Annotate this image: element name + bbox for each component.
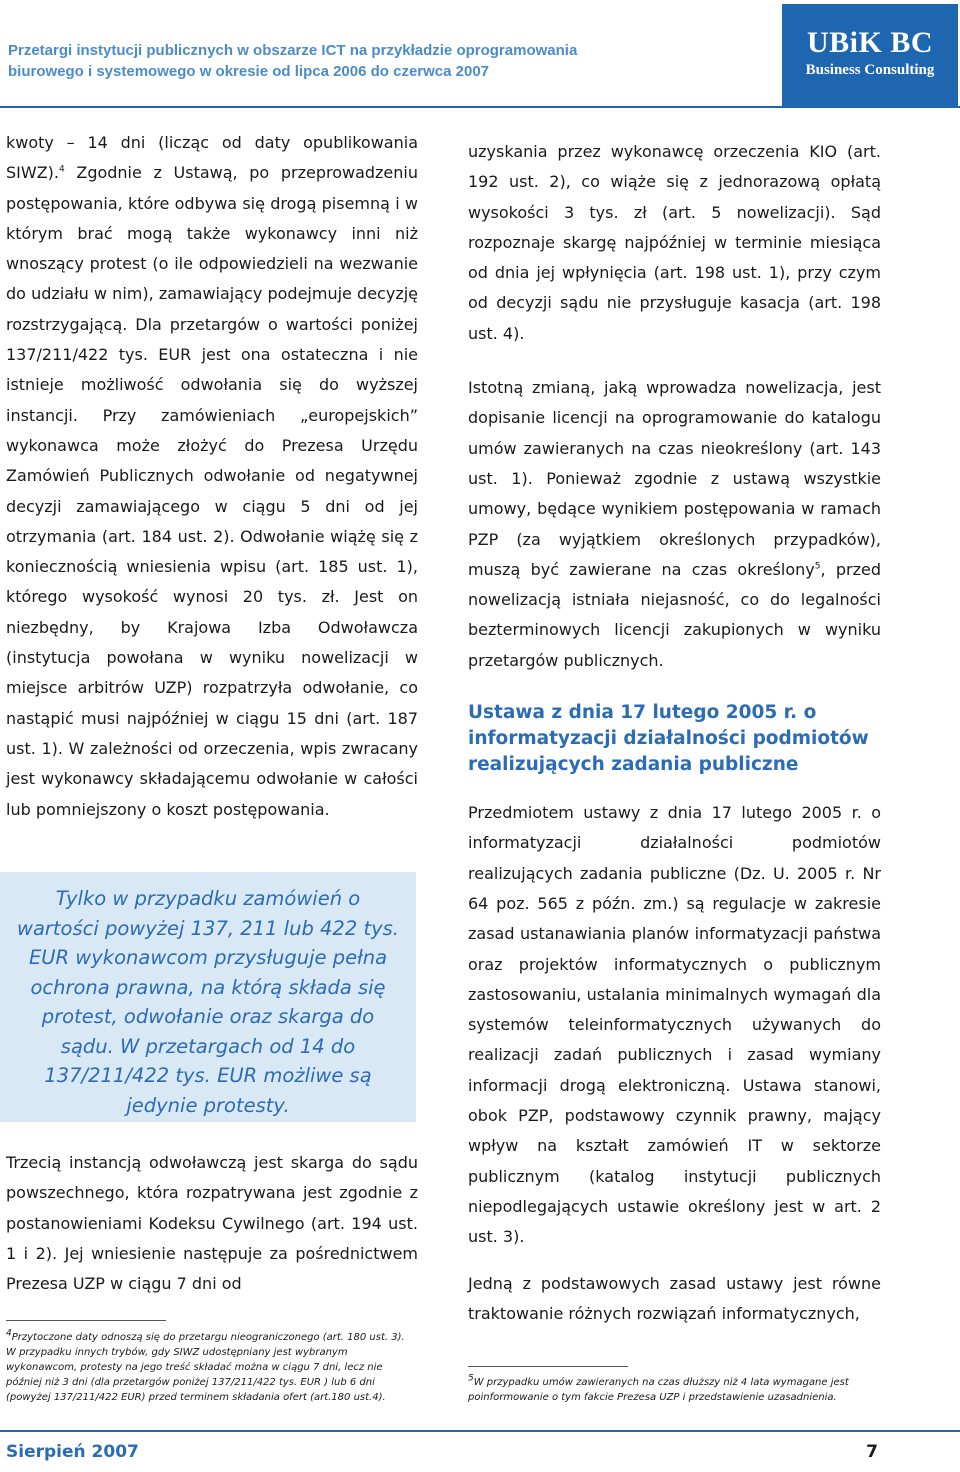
footnote-divider-right: [468, 1366, 628, 1367]
left-paragraph-1: [6, 128, 418, 825]
footnote-ref-5: 5: [814, 561, 821, 572]
right-paragraph-3: Przedmiotem ustawy z dnia 17 lutego 2005 r. o informatyzacji działalności podmiotów realizujących zadania publiczne (Dz. U. 2005 r. Nr 64 poz. 565 z późn. zm.) są regulacje w zakresie zasad ustanawiania planów informatyzacji państwa oraz projektów informatycznych o publicznym zastosowaniu, ustalania minimalnych wymagań dla systemów teleinformatycznych używanych do realizacji zadań publicznych i zasad wymiany informacji drogą elektroniczną. Ustawa stanowi, obok PZP, podstawowy czynnik prawny, mający wpływ na kształt zamówień IT w sektorze publicznym (katalog instytucji publicznych niepodlegających ustawie określony jest w art. 2 ust. 3).: [468, 803, 881, 1247]
section-heading: Ustawa z dnia 17 lutego 2005 r. o informatyzacji działalności podmiotów realizujących zadania publiczne: [468, 702, 869, 776]
callout-box: [0, 872, 416, 1122]
logo-tagline: Business Consulting: [805, 62, 935, 78]
right-paragraph-1: uzyskania przez wykonawcę orzeczenia KIO (art. 192 ust. 2), co wiąże się z jednorazową opłatą wysokości 3 tys. zł (art. 5 nowelizacji). Sąd rozpoznaje skargę najpóźniej w terminie miesiąca od dnia jej wpłynięcia (art. 198 ust. 1), przy czym od decyzji sądu nie przysługuje kasacja (art. 198 ust. 4).: [468, 142, 881, 343]
footnote-5-text: W przypadku umów zawieranych na czas dłuższy niż 4 lata wymagane jest poinformowanie o tym fakcie Prezesa UZP i przedstawienie uzasadnienia.: [468, 1377, 849, 1403]
footer-date: Sierpień 2007: [6, 1442, 139, 1462]
company-logo: [782, 4, 958, 106]
header-divider: [0, 106, 960, 108]
right-paragraph-2-start: Istotną zmianą, jaką wprowadza nowelizacja, jest dopisanie licencji na oprogramowanie do katalogu umów zawieranych na czas nieokreślony (art. 143 ust. 1). Ponieważ zgodnie z ustawą wszystkie umowy, będące wynikiem postępowania w ramach PZP (za wyjątkiem określonych przypadków), muszą być zawierane na czas określony: [468, 378, 881, 579]
left-paragraph-1-start: kwoty – 14 dni (licząc od daty opublikowania SIWZ).: [6, 133, 418, 183]
footnote-5-number: 5: [468, 1373, 474, 1384]
footnote-divider-left: [6, 1320, 166, 1321]
document-header-title: Przetargi instytucji publicznych w obszarze ICT na przykładzie oprogramowania biurowego i systemowego w okresie od lipca 2006 do czerwca 2007: [8, 42, 578, 80]
left-paragraph-1-rest: Zgodnie z Ustawą, po przeprowadzeniu postępowania, które odbywa się drogą pisemną i w którym brać mogą także wykonawcy inni niż wnoszący protest (o ile odpowiedzieli na wezwanie do udziału w nim), zamawiający podejmuje decyzję rozstrzygającą. Dla przetargów o wartości poniżej 137/211/422 tys. EUR jest ona ostateczna i nie istnieje możliwość odwołania się do wyższej instancji. Przy zamówieniach „europejskich” wykonawca może złożyć do Prezesa Urzędu Zamówień Publicznych odwołanie od negatywnej decyzji zamawiającego w ciągu 5 dni od jej otrzymania (art. 184 ust. 2). Odwołanie wiążę się z koniecznością wniesienia wpisu (art. 185 ust. 1), którego wysokość wynosi 20 tys. zł. Jest on niezbędny, by Krajowa Izba Odwoławcza (instytucja powołana w wyniku nowelizacji w miejsce arbitrów UZP) rozpatrzyła odwołanie, co nastąpić musi najpóźniej w ciągu 15 dni (art. 187 ust. 1). W zależności od orzeczenia, wpis zwracany jest wykonawcy składającemu odwołanie w całości lub pomniejszony o koszt postępowania.: [6, 163, 418, 819]
left-column: [6, 128, 418, 825]
footnote-5: [468, 1375, 880, 1405]
footnote-4-number: 4: [6, 1328, 12, 1339]
right-column: [468, 137, 881, 1329]
left-column-continued: [6, 1148, 418, 1299]
footer-divider: [0, 1430, 960, 1432]
logo-wordmark: UBiK BC: [806, 26, 934, 59]
right-paragraph-2-rest: , przed nowelizacją istniała niejasność, co do legalności bezterminowych licencji zakupionych w wyniku przetargów publicznych.: [468, 559, 881, 670]
left-paragraph-2: Trzecią instancją odwoławczą jest skarga do sądu powszechnego, która rozpatrywana jest zgodnie z postanowieniami Kodeksu Cywilnego (art. 194 ust. 1 i 2). Jej wniesienie następuje za pośrednictwem Prezesa UZP w ciągu 7 dni od: [6, 1153, 418, 1294]
footnote-4-text: Przytoczone daty odnoszą się do przetargu nieograniczonego (art. 180 ust. 3). W przypadku innych trybów, gdy SIWZ udostępniany jest wybranym wykonawcom, protesty na jego treść składać można w ciągu 7 dni, lecz nie później niż 3 dni (dla przetargów poniżej 137/211/422 tys. EUR ) lub 6 dni (powyżej 137/211/422 EUR) przed terminem składania ofert (art.180 ust.4).: [6, 1332, 405, 1403]
right-paragraph-2: [468, 373, 881, 676]
footnote-4: [6, 1330, 416, 1405]
page-number: 7: [866, 1442, 878, 1462]
right-paragraph-4: Jedną z podstawowych zasad ustawy jest równe traktowanie różnych rozwiązań informatycznych,: [468, 1273, 881, 1323]
footnote-ref-4: 4: [58, 164, 65, 175]
callout-text: Tylko w przypadku zamówień o wartości powyżej 137, 211 lub 422 tys. EUR wykonawcom przysługuje pełna ochrona prawna, na którą składa się protest, odwołanie oraz skarga do sądu. W przetargach od 14 do 137/211/422 tys. EUR możliwe są jedynie protesty.: [17, 887, 399, 1117]
